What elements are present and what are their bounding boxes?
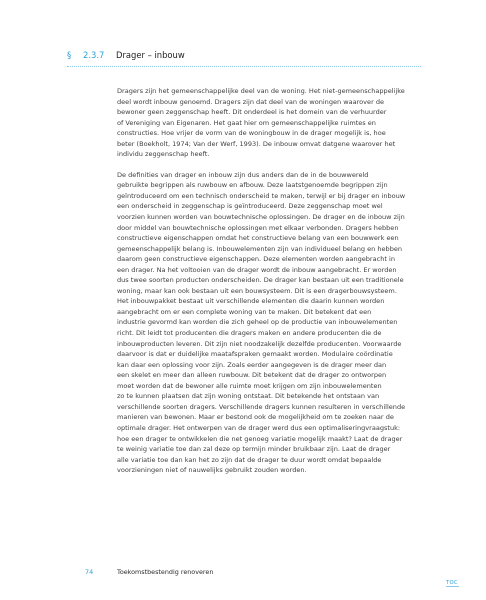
text-line: kan daar een oplossing voor zijn. Zoals eerder aangegeven is de drager meer dan — [117, 360, 387, 369]
toc-underline — [446, 586, 459, 587]
section-number: 2.3.7 — [83, 50, 105, 60]
text-line: te weinig variatie toe dan zal deze op termijn minder bruikbaar zijn. Laat de drager — [117, 445, 391, 454]
text-line: manieren van bewonen. Maar er bestond ook de mogelijkheid om te zoeken naar de — [117, 413, 394, 422]
text-line: een drager. Na het voltooien van de drager wordt de inbouw aangebracht. Er worden — [117, 265, 397, 274]
section-symbol: § — [67, 50, 72, 60]
toc-link[interactable]: TOC — [446, 580, 458, 586]
text-line: daarvoor is dat er duidelijke maatafspraken gemaakt worden. Modulaire coördinatie — [117, 350, 393, 359]
text-line: dus twee soorten producten onderscheiden. De drager kan bestaan uit een traditionele — [117, 276, 404, 285]
header-dotted-divider — [67, 66, 421, 67]
text-line: daarom geen constructieve eigenschappen. Deze elementen worden aangebracht in — [117, 255, 396, 264]
text-line: industrie gevormd kan worden die zich geheel op de productie van inbouwelementen — [117, 318, 398, 327]
text-line: inbouwproducten leveren. Dit zijn niet noodzakelijk dezelfde producenten. Voorwaarde — [117, 339, 402, 348]
text-line: Dragers zijn het gemeenschappelijke deel van de woning. Het niet-gemeenschappelijke — [117, 87, 405, 95]
text-line: woning, maar kan ook bestaan uit een bouwsysteem. Dit is een dragerbouwsysteem. — [117, 286, 397, 295]
text-line: deel wordt inbouw genoemd. Dragers zijn dat deel van de woningen waarover de — [117, 97, 385, 106]
text-line: richt. Dit leidt tot producenten die dragers maken en andere producenten die de — [117, 329, 382, 338]
text-line: De definities van drager en inbouw zijn dus anders dan de in de bouwwereld — [117, 170, 369, 179]
page-number: 74 — [85, 568, 94, 576]
text-line: of Vereniging van Eigenaren. Het gaat hier om gemeenschappelijke ruimtes en — [117, 118, 376, 127]
text-line: constructieve eigenschappen omdat het constructieve belang van een bouwwerk een — [117, 234, 399, 243]
text-line: voorzien kunnen worden van bouwtechnische oplossingen. De drager en de inbouw zijn — [117, 213, 405, 222]
text-line: individu zeggenschap heeft. — [117, 150, 210, 159]
publication-title: Toekomstbestendig renoveren — [117, 568, 214, 576]
text-line: optimale drager. Het ontwerpen van de drager werd dus een optimaliseringvraagstuk: — [117, 423, 401, 432]
text-line: aangebracht om er een complete woning van te maken. Dit betekent dat een — [117, 307, 372, 316]
text-line: gemeenschappelijk belang is. Inbouwelementen zijn van individueel belang en hebben — [117, 244, 403, 253]
text-line: hoe een drager te ontwikkelen die net genoeg variatie mogelijk maakt? Laat de drager — [117, 434, 403, 443]
paragraph-2 — [117, 170, 417, 476]
text-line: door middel van bouwtechnische oplossingen met elkaar verbonden. Dragers hebben — [117, 223, 399, 232]
text-line: moet worden dat de bewoner alle ruimte moet krijgen om zijn inbouwelementen — [117, 381, 382, 390]
section-title: Drager – inbouw — [116, 50, 185, 60]
paragraph-1 — [117, 86, 417, 160]
text-line: geïntroduceerd om een technisch onderscheid te maken, terwijl er bij drager en inbouw — [117, 191, 406, 200]
body-text — [117, 86, 417, 476]
text-line: zo te kunnen plaatsen dat zijn woning ontstaat. Dit betekende het ontstaan van — [117, 392, 380, 401]
text-line: Het inbouwpakket bestaat uit verschillende elementen die daarin kunnen worden — [117, 297, 385, 306]
text-line: gebruikte begrippen als ruwbouw en afbouw. Deze laatstgenoemde begrippen zijn — [117, 181, 388, 190]
text-line: constructies. Hoe vrijer de vorm van de woningbouw in de drager mogelijk is, hoe — [117, 129, 386, 138]
text-line: bewoner geen zeggenschap heeft. Dit onderdeel is het domein van de verhuurder — [117, 108, 387, 117]
text-line: beter (Boekholt, 1974; Van der Werf, 1993). De inbouw omvat datgene waarover het — [117, 139, 396, 148]
text-line: een onderscheid in zeggenschap is geïntroduceerd. Deze zeggenschap moet wel — [117, 202, 383, 211]
text-line: een skelet en meer dan alleen ruwbouw. Dit betekent dat de drager zo ontworpen — [117, 371, 387, 380]
text-line: voorzieningen niet of nauwelijks gebruikt zouden worden. — [117, 466, 307, 475]
text-line: alle variatie toe dan kan het zo zijn dat de drager te duur wordt omdat bepaalde — [117, 455, 382, 464]
text-line: verschillende soorten dragers. Verschillende dragers kunnen resulteren in verschillende — [117, 402, 406, 411]
section-header — [67, 50, 421, 64]
